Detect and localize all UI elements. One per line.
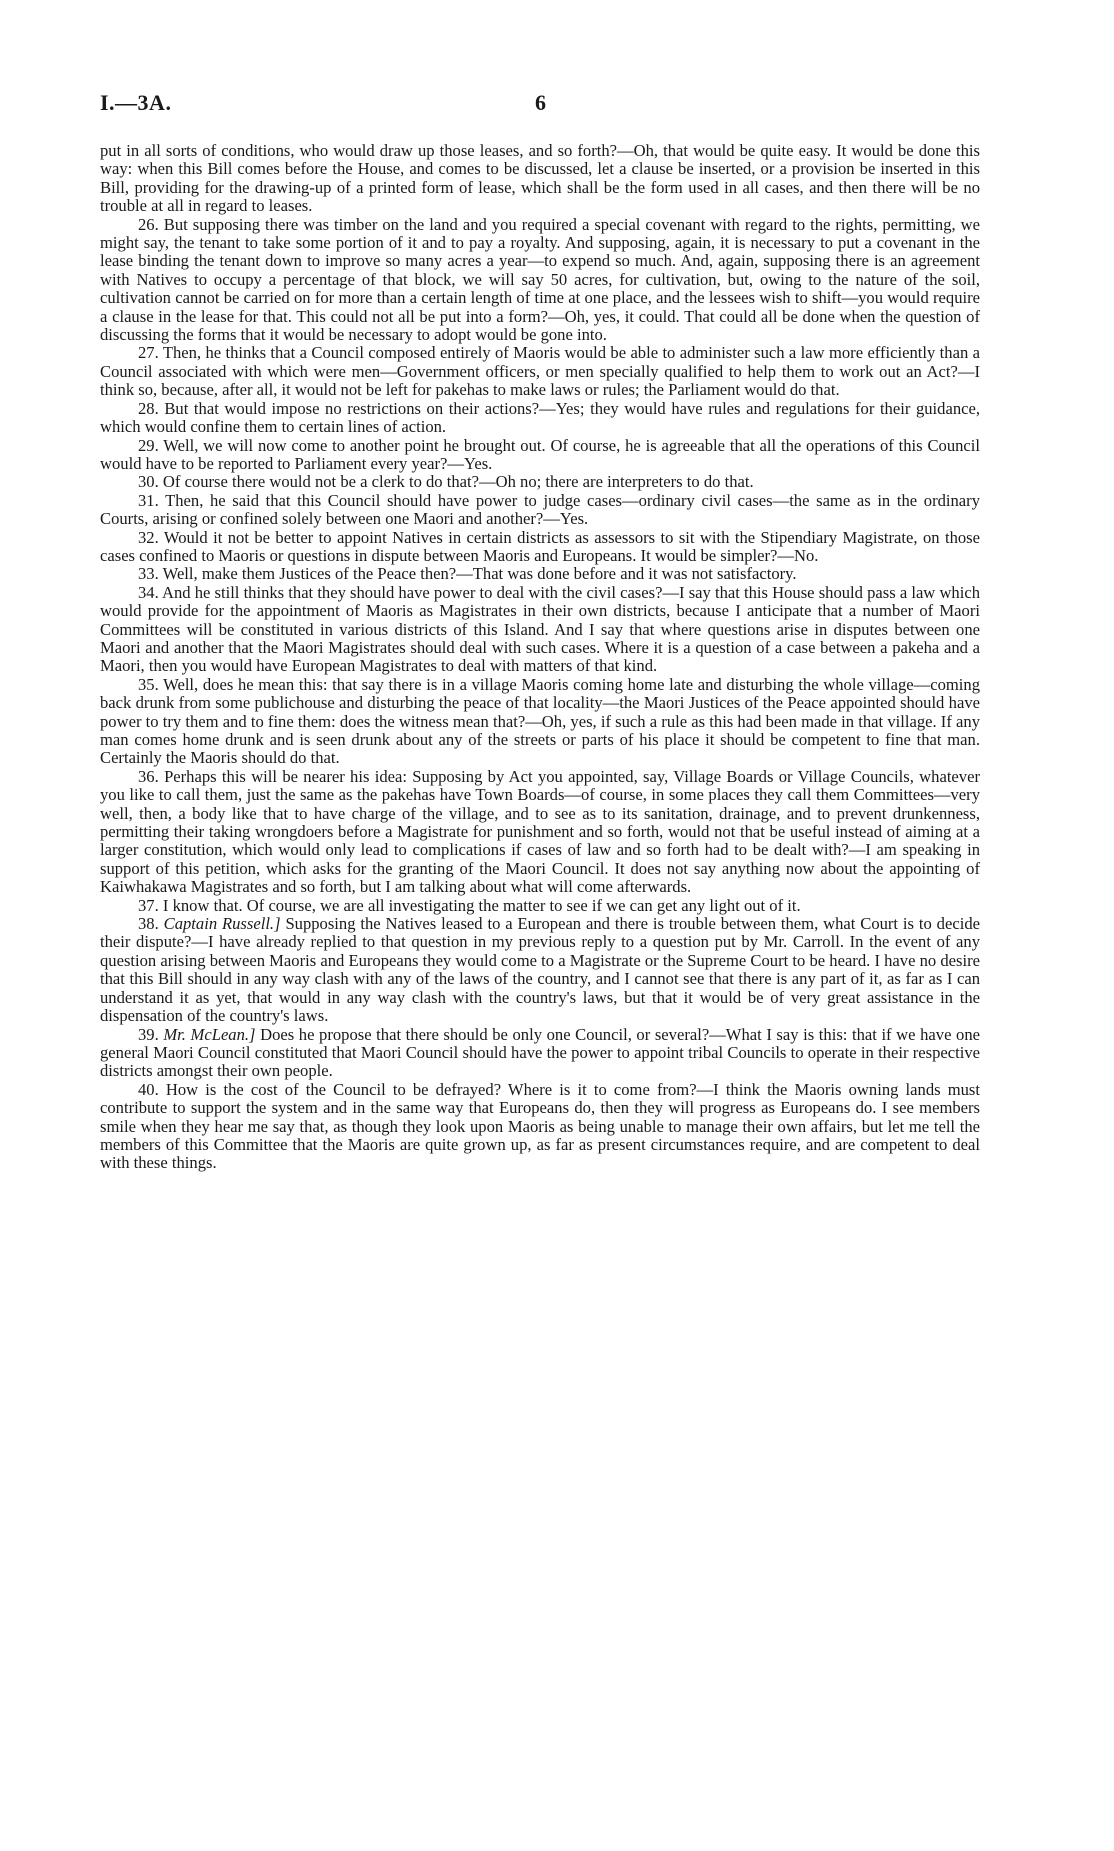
paragraph-text: Then, he said that this Council should have power to judge cases—ordinary civil cases—the same as in the ordinary Courts, arising or confined solely between one Maori and another?—Yes. — [100, 490, 980, 529]
paragraph-40 — [100, 1081, 980, 1173]
paragraph-number: 27. — [138, 343, 159, 363]
paragraph-30 — [100, 473, 980, 491]
paragraph-number: 33. — [138, 564, 159, 584]
paragraph-37 — [100, 897, 980, 915]
speaker-name: Captain Russell.] — [163, 914, 281, 934]
paragraph-number: 30. — [138, 472, 159, 492]
paragraph-text: Then, he thinks that a Council composed entirely of Maoris would be able to administer such a law more efficiently than a Council associated with which were men—Government officers, or men specially qualified to help them to work out an Act?—I think so, because, after all, it would not be left for pakehas to make laws or rules; the Parliament would do that. — [100, 343, 980, 400]
paragraph-29 — [100, 437, 980, 474]
paragraph-text: Would it not be better to appoint Natives in certain districts as assessors to sit with the Stipendiary Magistrate, on those cases confined to Maoris or questions in dispute between Maoris and Europeans. It would be simpler?—No. — [100, 527, 980, 565]
paragraph-number: 31. — [138, 490, 159, 510]
paragraph-text: Well, we will now come to another point he brought out. Of course, he is agreeable that all the operations of this Council would have to be reported to Parliament every year?—Yes. — [100, 435, 980, 473]
paragraph-number: 34. — [138, 582, 159, 602]
paragraph-26 — [100, 216, 980, 345]
paragraph-35 — [100, 676, 980, 768]
paragraph-text: I know that. Of course, we are all investigating the matter to see if we can get any light out of it. — [162, 895, 801, 915]
paragraph-text: Of course there would not be a clerk to do that?—Oh no; there are interpreters to do that. — [162, 472, 754, 492]
paragraph-text: Well, does he mean this: that say there is in a village Maoris coming home late and disturbing the whole village—coming back drunk from some publichouse and disturbing the peace of that locality—the Maori Justices of the Peace appointed should have power to try them and to fine them: does the witness mean that?—Oh, yes, if such a rule as this had been made in that village. If any man comes home drunk and is seen drunk about any of the streets or parts of his place it should be competent to fine that man. Certainly the Maoris should do that. — [100, 674, 980, 768]
paragraph-text: Supposing the Natives leased to a European and there is trouble between them, what Court is to decide their dispute?—I have already replied to that question in my previous reply to a question put by Mr. Carroll. In the event of any question arising between Maoris and Europeans they would come to a Magistrate or the Supreme Court to be heard. I have no desire that this Bill should in any way clash with any of the laws of the country, and I cannot see that there is any part of it, as far as I can understand it as yet, that would in any way clash with the country's laws, but that it would be of very great assistance in the dispensation of the country's laws. — [100, 914, 980, 1026]
paragraph-text: Perhaps this will be nearer his idea: Supposing by Act you appointed, say, Village Boards or Village Councils, whatever you like to call them, just the same as the pakehas have Town Boards—of course, in some places they call them Committees—very well, then, a body like that to have charge of the village, and to see as to its sanitation, drainage, and to prevent drunkenness, permitting their taking wrongdoers before a Magistrate for punishment and so forth, would not that be useful instead of aiming at a larger constitution, which would only lead to complications if cases of law and so forth had to be dealt with?—I am speaking in support of this petition, which asks for the granting of the Maori Council. It does not say anything now about the appointing of Kaiwhakawa Magistrates and so forth, but I am talking about what will come afterwards. — [100, 766, 980, 897]
paragraph-number: 35. — [138, 674, 159, 694]
paragraph-text: But supposing there was timber on the land and you required a special covenant with regard to the rights, permitting, we might say, the tenant to take some portion of it and to pay a royalty. And supposing, again, it is necessary to put a covenant in the lease binding the tenant down to improve so many acres a year—to expend so much. And, again, supposing there is an agreement with Natives to occupy a percentage of that block, we will say 50 acres, for cultivation, but, owing to the nature of the soil, cultivation cannot be carried on for more than a certain length of time at one place, and the lessees wish to shift—you would require a clause in the lease for that. This could not all be put into a form?—Oh, yes, it could. That could all be done when the question of discussing the forms that it would be necessary to adopt would be gone into. — [100, 214, 980, 345]
paragraph-34 — [100, 584, 980, 676]
paragraph-number: 29. — [138, 435, 159, 455]
paragraph-text: Well, make them Justices of the Peace then?—That was done before and it was not satisfactory. — [162, 564, 797, 584]
paragraph-text: How is the cost of the Council to be defrayed? Where is it to come from?—I think the Maoris owning lands must contribute to support the system and in the same way that Europeans do, then they will progress as Europeans do. I see members smile when they hear me say that, as though they look upon Maoris as being unable to manage their own affairs, but let me tell the members of this Committee that the Maoris are quite grown up, as far as present circumstances require, and are competent to deal with these things. — [100, 1079, 980, 1173]
paragraph-number: 37. — [138, 895, 159, 915]
paragraph-number: 32. — [138, 527, 159, 547]
document-reference: I.—3A. — [100, 90, 172, 115]
paragraph-38 — [100, 915, 980, 1025]
paragraph-number: 26. — [138, 214, 159, 234]
body-text — [100, 142, 980, 1173]
speaker-name: Mr. McLean.] — [163, 1024, 256, 1044]
continuation-paragraph: put in all sorts of conditions, who would draw up those leases, and so forth?—Oh, that would be quite easy. It would be done this way: when this Bill comes before the House, and comes to be discussed, let a clause be inserted, or a provision be inserted in this Bill, providing for the drawing-up of a printed form of lease, which shall be the form used in all cases, and then there will be no trouble at all in regard to leases. — [100, 141, 980, 216]
paragraph-text: And he still thinks that they should have power to deal with the civil cases?—I say that this House should pass a law which would provide for the appointment of Maoris as Magistrates in their own districts, because I anticipate that a number of Maori Committees will be constituted in various districts of this Island. And I say that where questions arise in disputes between one Maori and another that the Maori Magistrates should deal with such cases. Where it is a question of a case between a pakeha and a Maori, then you would have European Magistrates to deal with matters of that kind. — [100, 582, 980, 676]
paragraph-number: 40. — [138, 1079, 159, 1099]
paragraph-27 — [100, 344, 980, 399]
paragraph-number: 38. — [138, 914, 159, 934]
page-number: 6 — [535, 90, 546, 115]
paragraph-39 — [100, 1026, 980, 1081]
page-header — [100, 90, 980, 120]
paragraph-33 — [100, 565, 980, 583]
paragraph-text: But that would impose no restrictions on their actions?—Yes; they would have rules and regulations for their guidance, which would confine them to certain lines of action. — [100, 398, 980, 437]
paragraph-number: 36. — [138, 766, 159, 786]
paragraph-number: 28. — [138, 398, 159, 418]
paragraph-31 — [100, 492, 980, 529]
paragraph-number: 39. — [138, 1024, 159, 1044]
paragraph-28 — [100, 400, 980, 437]
paragraph-text: Does he propose that there should be only one Council, or several?—What I say is this: that if we have one general Maori Council constituted that Maori Council should have the power to appoint tribal Councils to operate in their respective districts amongst their own people. — [100, 1024, 980, 1081]
paragraph-36 — [100, 768, 980, 897]
paragraph-32 — [100, 529, 980, 566]
